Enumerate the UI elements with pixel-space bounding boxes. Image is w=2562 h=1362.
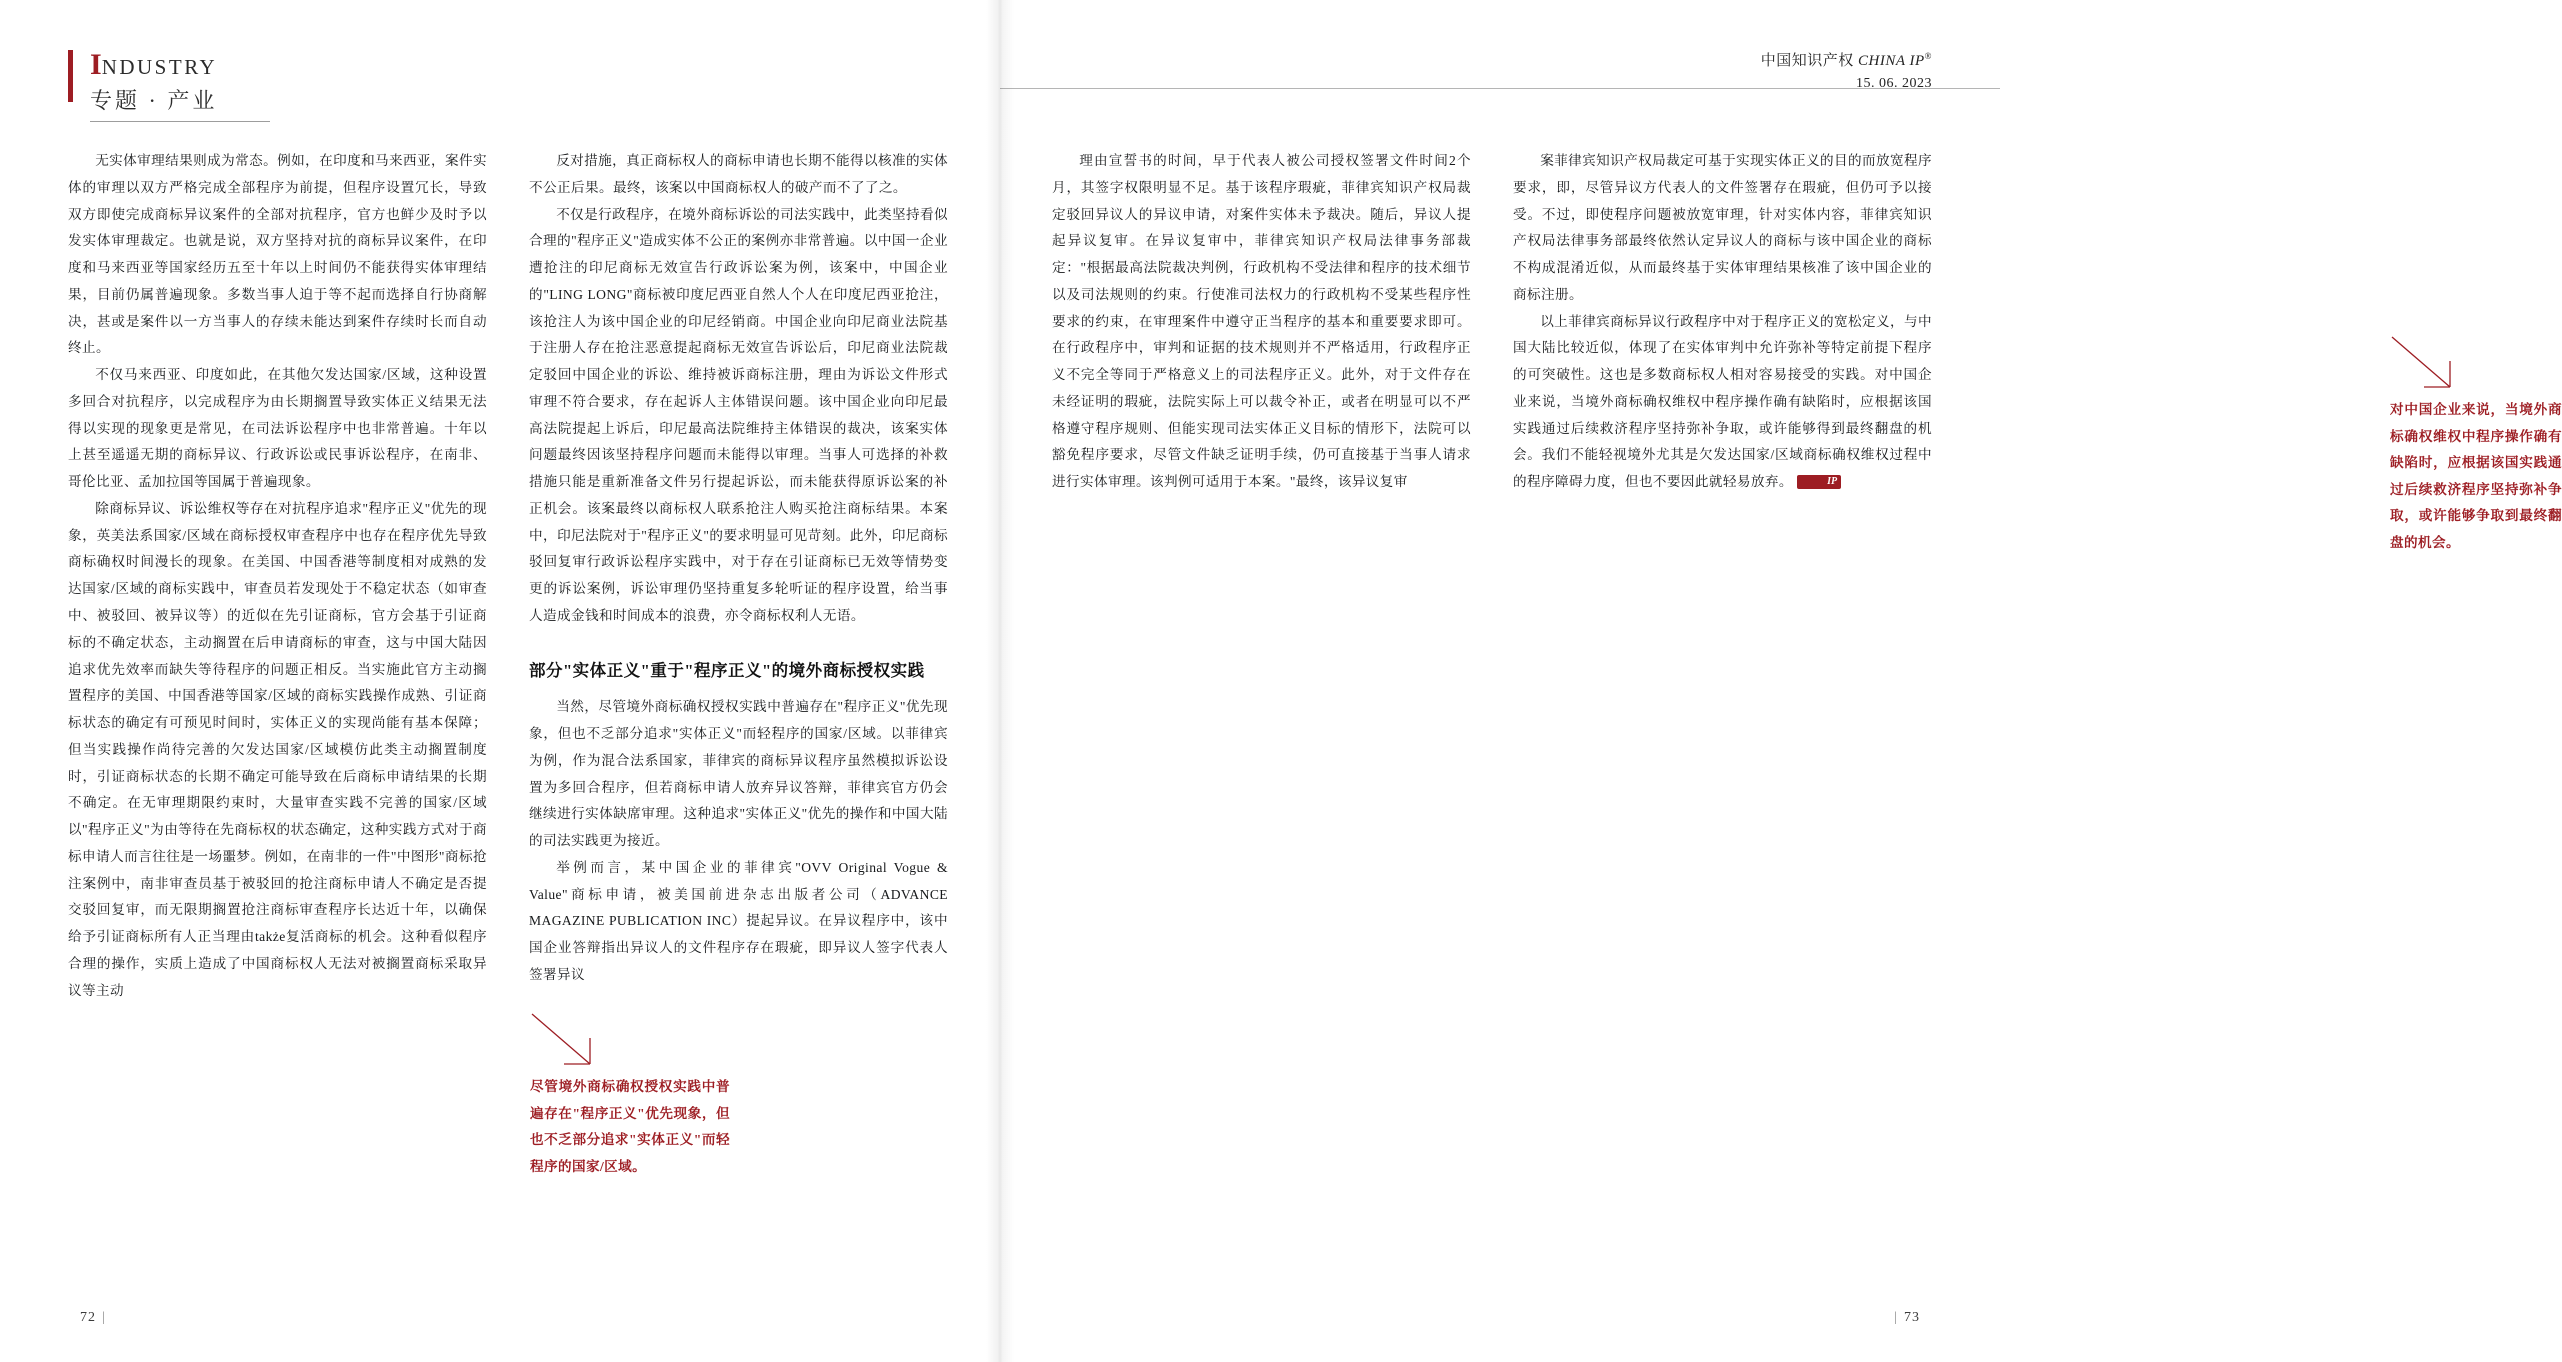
folio-right [1888,1310,1920,1326]
left-pull-quote [530,1012,730,1180]
arrow-icon [2390,335,2460,393]
right-page [1000,0,2562,1362]
publication-title [1761,50,1932,73]
paragraph: 除商标异议、诉讼维权等存在对抗程序追求"程序正义"优先的现象，英美法系国家/区域在商标授权审查程序中也存在程序优先导致商标确权时间漫长的现象。在美国、中国香港等制度相对成熟的发达国家/区域的商标实践中，审查员若发现处于不稳定状态（如审查中、被驳回、被异议等）的近似在先引证商标，官方会基于引证商标的不确定状态，主动搁置在后申请商标的审查，这与中国大陆因追求优先效率而缺失等待程序的问题正相反。当实施此官方主动搁置程序的美国、中国香港等国家/区域的商标实践操作成熟、引证商标状态的确定有可预见时间时，实体正义的实现尚能有基本保障；但当实践操作尚待完善的欠发达国家/区域模仿此类主动搁置制度时，引证商标状态的长期不确定可能导致在后商标申请结果的长期不确定。在无审理期限约束时，大量审查实践不完善的国家/区域以"程序正义"为由等待在先商标权的状态确定，这种实践方式对于商标申请人而言往往是一场噩梦。例如，在南非的一件"中图形"商标抢注案例中，南非审查员基于被驳回的抢注商标申请人不确定是否提交驳回复审，而无限期搁置抢注商标审查程序长达近十年，以确保给予引证商标所有人正当理由także复活商标的机会。这种看似程序合理的操作，实质上造成了中国商标权人无法对被搁置商标采取异议等主动 [68,500,487,998]
arrow-icon [530,1012,600,1070]
left-column-1 [68,148,487,1005]
paragraph: 不仅是行政程序，在境外商标诉讼的司法实践中，此类坚持看似合理的"程序正义"造成实体不公正的案例亦非常普遍。以中国一企业遭抢注的印尼商标无效宣告行政诉讼案为例，该案中，中国企业的"LING LONG"商标被印度尼西亚自然人个人在印度尼西亚抢注，该抢注人为该中国企业的印尼经销商。中国企业向印尼商业法院基于注册人存在抢注恶意提起商标无效宣告诉讼后，印尼商业法院裁定驳回中国企业的诉讼、维持被诉商标注册，理由为诉讼文件形式审理不符合要求，存在起诉人主体错误问题。该中国企业向印尼最高法院提起上诉后，印尼最高法院维持主体错误的裁决，该案实体问题最终因该坚持程序问题而未能得以审理。当事人可选择的补救措施只能是重新准备文件另行提起诉讼，而未能获得原诉讼案的补正机会。该案最终以商标权人联系抢注人购买抢注商标结果。本案中，印尼法院对于"程序正义"的要求明显可见苛刻。此外，印尼商标驳回复审行政诉讼程序实践中，对于存在引证商标已无效等情势变更的诉讼案例，诉讼审理仍坚持重复多轮听证的程序设置，给当事人造成金钱和时间成本的浪费，亦令商标权利人无语。 [529,206,949,624]
issue-date: 15. 06. 2023 [1856,76,1932,92]
masthead-rule [90,121,270,122]
masthead-dropcap: I [90,48,102,81]
masthead-english [68,48,428,81]
paragraph: 不仅马来西亚、印度如此，在其他欠发达国家/区域，这种设置多回合对抗程序，以完成程序为由长期搁置导致实体正义结果无法得以实现的现象更是常见，在司法诉讼程序中也非常普遍。十年以上甚至遥遥无期的商标异议、行政诉讼或民事诉讼程序，在南非、哥伦比亚、孟加拉国等国属于普遍现象。 [68,367,487,490]
right-column-1 [1052,148,1471,496]
left-page [0,0,1000,1362]
masthead-chinese: 专题 · 产业 [90,88,218,113]
running-head [1761,50,1932,95]
pull-quote-text: 尽管境外商标确权授权实践中普遍存在"程序正义"优先现象，但也不乏部分追求"实体正义"而轻程序的国家/区域。 [530,1079,730,1174]
paragraph-text: 以上菲律宾商标异议行政程序中对于程序正义的宽松定义，与中国大陆比较近似，体现了在实体审判中允许弥补等特定前提下程序的可突破性。这也是多数商标权人相对容易接受的实践。对中国企业来说，当境外商标确权维权中程序操作确有缺陷时，应根据该国实践通过后续救济程序坚持弥补争取，或许能够得到最终翻盘的机会。我们不能轻视境外尤其是欠发达国家/区域商标确权维权过程中的程序障碍力度，但也不要因此就轻易放弃。 [1513,313,1933,490]
left-column-2 [529,148,948,1005]
left-page-columns [68,148,948,1005]
page-number: 72 [80,1310,96,1325]
paragraph: 反对措施，真正商标权人的商标申请也长期不能得以核准的实体不公正后果。最终，该案以中国商标权人的破产而不了了之。 [529,153,949,195]
masthead [68,48,428,122]
paragraph [1513,309,1932,496]
folio-divider: | [102,1310,106,1325]
publication-title-cn: 中国知识产权 [1760,53,1854,69]
publication-title-en: CHINA IP [1858,53,1925,69]
right-column-2 [1513,148,1932,496]
registered-mark-icon: ® [1924,51,1932,61]
masthead-english-text: NDUSTRY [101,55,218,79]
paragraph: 举例而言，某中国企业的菲律宾"OVV Original Vogue & Value"商标申请，被美国前进杂志出版者公司（ADVANCE MAGAZINE PUBLICATION INC）提起异议。在异议程序中，该中国企业答辩指出异议人的文件程序存在瑕疵，即异议人签字代表人签署异议 [529,859,948,982]
right-pull-quote [2390,335,2562,556]
page-number: 73 [1904,1310,1920,1325]
section-subheading: 部分"实体正义"重于"程序正义"的境外商标授权实践 [529,660,925,680]
folio-divider: | [1894,1310,1898,1325]
pull-quote-text: 对中国企业来说，当境外商标确权维权中程序操作确有缺陷时，应根据该国实践通过后续救济程序坚持弥补争取，或许能够争取到最终翻盘的机会。 [2390,402,2562,550]
right-page-columns [1052,148,1932,496]
paragraph: 当然，尽管境外商标确权授权实践中普遍存在"程序正义"优先现象，但也不乏部分追求"实体正义"而轻程序的国家/区域。以菲律宾为例，作为混合法系国家，菲律宾的商标异议程序虽然模拟诉讼设置为多回合程序，但若商标申请人放弃异议答辩，菲律宾官方仍会继续进行实体缺席审理。这种追求"实体正义"优先的操作和中国大陆的司法实践更为接近。 [529,699,948,849]
end-mark-icon: IP [1797,475,1841,489]
paragraph: 理由宣誓书的时间，早于代表人被公司授权签署文件时间2个月，其签字权限明显不足。基于该程序瑕疵，菲律宾知识产权局裁定驳回异议人的异议申请，对案件实体未予裁决。随后，异议人提起异议复审。在异议复审中，菲律宾知识产权局法律事务部裁定："根据最高法院裁决判例，行政机构不受法律和程序的技术细节以及司法规则的约束。行使准司法权力的行政机构不受某些程序性要求的约束，在审理案件中遵守正当程序的基本和重要要求即可。在行政程序中，审判和证据的技术规则并不严格适用，行政程序正义不完全等同于严格意义上的司法程序正义。此外，对于文件存在未经证明的瑕疵，法院实际上可以裁令补正，或者在明显可以不严格遵守程序规则、但能实现司法实体正义目标的情形下，法院可以豁免程序要求，尽管文件缺乏证明手续，仍可直接基于当事人请求进行实体审理。该判例可适用于本案。"最终，该异议复审 [1052,153,1471,490]
folio-left [80,1310,112,1326]
masthead-accent-bar [68,50,73,102]
paragraph: 无实体审理结果则成为常态。例如，在印度和马来西亚，案件实体的审理以双方严格完成全部程序为前提，但程序设置冗长，导致双方即使完成商标异议案件的全部对抗程序，官方也鲜少及时予以发实体审理裁定。也就是说，双方坚持对抗的商标异议案件，在印度和马来西亚等国家经历五至十年以上时间仍不能获得实体审理结果，目前仍属普遍现象。多数当事人迫于等不起而选择自行协商解决，甚或是案件以一方当事人的存续未能达到案件存续时长而自动终止。 [68,153,488,356]
paragraph: 案菲律宾知识产权局裁定可基于实现实体正义的目的而放宽程序要求，即，尽管异议方代表人的文件签署存在瑕疵，但仍可予以接受。不过，即使程序问题被放宽审理，针对实体内容，菲律宾知识产权局法律事务部最终依然认定异议人的商标与该中国企业的商标不构成混淆近似，从而最终基于实体审理结果核准了该中国企业的商标注册。 [1513,153,1933,302]
